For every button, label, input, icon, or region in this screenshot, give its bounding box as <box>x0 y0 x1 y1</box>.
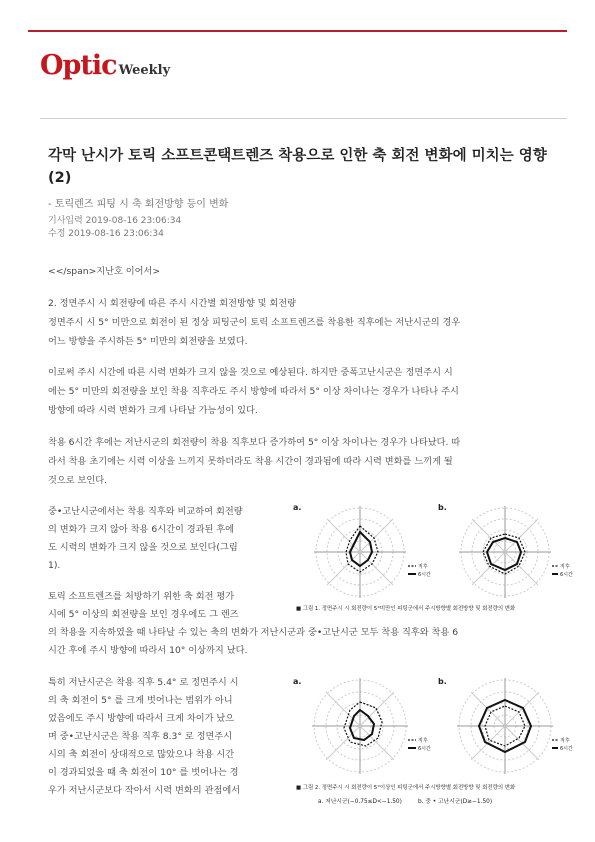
legend-label: 직후 <box>418 564 428 570</box>
figure-2-sub-a: a. 저난시군(−0.75≤D<−1.50) <box>318 799 402 805</box>
figure-1-caption: ■ 그림 1. 정면주시 시 회전량이 5°미만인 피팅군에서 주시방향별 회전방향 및 회전량의 변화 <box>296 606 516 612</box>
paragraph-line: 토릭 소프트렌즈를 처방하기 위한 축 회전 평가 <box>48 591 235 602</box>
paragraph-line: 며 중•고난시군은 착용 직후 8.3° 로 정면주시 <box>48 731 233 742</box>
paragraph-line: 착용 6시간 후에는 저난시군의 회전량이 착용 직후보다 증가하여 5° 이상 차이나는 경우가 나타났다. 따 <box>48 437 461 448</box>
legend-label: 직후 <box>560 738 570 744</box>
radar-chart-b-legend <box>552 740 558 748</box>
section-heading: 2. 정면주시 시 회전량에 따른 주시 시간별 회전방향 및 회전량 <box>48 298 297 309</box>
continuation-note: <</span>지난호 이어서> <box>48 266 161 277</box>
paragraph-line: 에는 5° 미만의 회전량을 보인 착용 직후라도 주시 방향에 따라서 5° 이상 차이나는 경우가 나타나 주시 <box>48 386 459 397</box>
paragraph-line: 어느 방향을 주시하든 5° 미만의 회전량을 보였다. <box>48 336 248 347</box>
figure-1-panel-b-letter: b. <box>438 503 447 512</box>
figure-1-panel-a-letter: a. <box>293 503 302 512</box>
radar-chart-b <box>457 678 553 774</box>
figure-1 <box>290 500 572 604</box>
paragraph-line: 도 시력의 변화가 크지 않을 것으로 보인다(그림 <box>48 542 238 553</box>
figure-2-panel-a-letter: a. <box>293 677 302 686</box>
legend-label: 6시간 <box>560 572 573 578</box>
top-accent-bar <box>28 30 567 32</box>
paragraph-line: 것으로 보인다. <box>48 475 108 486</box>
paragraph-line: 라서 착용 초기에는 시력 이상을 느끼지 못하더라도 착용 시간이 경과됨에 따라 시력 변화를 느끼게 될 <box>48 456 453 467</box>
site-logo[interactable] <box>40 50 170 80</box>
published-date: 기사입력 2019-08-16 23:06:34 <box>48 216 182 226</box>
paragraph-line: 시의 축 회전이 상대적으로 많았으나 착용 시간 <box>48 749 235 760</box>
radar-chart-b <box>459 506 551 598</box>
legend-label: 6시간 <box>418 572 431 578</box>
article-title: 각막 난시가 토릭 소프트콘택트렌즈 착용으로 인한 축 회전 변화에 미치는 영향(2) <box>48 148 547 186</box>
figure-2 <box>290 674 572 782</box>
paragraph-line: 시간 후에 주시 방향에 따라서 10° 이상까지 났다. <box>48 645 248 656</box>
logo-optic-text: Optic <box>40 50 117 81</box>
figure-1-radar-charts <box>290 500 572 604</box>
paragraph-line: 의 변화가 크지 않아 착용 6시간이 경과된 후에 <box>48 524 235 535</box>
paragraph-line: 우가 저난시군보다 작아서 시력 변화의 관점에서 <box>48 785 241 796</box>
radar-chart-b-legend <box>552 566 558 574</box>
modified-date: 수정 2019-08-16 23:06:34 <box>48 229 164 239</box>
radar-chart-a <box>314 506 406 598</box>
article-subtitle: - 토릭렌즈 피팅 시 축 회전방향 등이 변화 <box>48 199 229 210</box>
paragraph-line: 의 축 회전이 5° 를 크게 벗어나는 범위가 아니 <box>48 695 233 706</box>
figure-2-sub-b: b. 중 • 고난시군(D≥−1.50) <box>418 799 493 805</box>
figure-2-panel-b-letter: b. <box>438 677 447 686</box>
paragraph-line: 이로써 주시 시간에 따른 시력 변화가 크지 않을 것으로 예상된다. 하지만 중폭고난시군은 정면주시 시 <box>48 367 453 378</box>
legend-label: 6시간 <box>418 746 431 752</box>
legend-label: 직후 <box>560 564 570 570</box>
paragraph-line: 정면주시 시 5° 미만으로 회전이 된 정상 피팅군이 토릭 소프트렌즈를 착용한 직후에는 저난시군의 경우 <box>48 317 461 328</box>
figure-2-radar-charts <box>290 674 572 782</box>
paragraph-line: 의 착용을 지속하였을 때 나타날 수 있는 축의 변화가 저난시군과 중•고난시군 모두 착용 직후와 착용 6 <box>48 627 459 638</box>
paragraph-line: 이 경과되었을 때 축 회전이 10° 를 벗어나는 경 <box>48 767 239 778</box>
radar-chart-a-legend <box>408 740 416 748</box>
paragraph-line: 방향에 따라 시력 변화가 크게 나타날 가능성이 있다. <box>48 405 258 416</box>
paragraph-line: 었음에도 주시 방향에 따라서 크게 차이가 났으 <box>48 713 235 724</box>
figure-2-caption: ■ 그림 2. 정면주시 시 회전량이 5°이상인 피팅군에서 주시방향별 회전방향 및 회전량의 변화 <box>296 785 516 791</box>
logo-weekly-text: Weekly <box>118 63 171 78</box>
paragraph-line: 시에 5° 이상의 회전량을 보인 경우에도 그 렌즈 <box>48 609 239 620</box>
radar-chart-a <box>312 678 408 774</box>
radar-chart-a-legend <box>408 566 416 574</box>
paragraph-line: 1). <box>48 560 61 571</box>
paragraph-line: 중•고난시군에서는 착용 직후와 비교하여 회전량 <box>48 506 243 517</box>
legend-label: 6시간 <box>560 746 573 752</box>
header-divider <box>40 118 567 119</box>
paragraph-line: 특히 저난시군은 착용 직후 5.4° 로 정면주시 시 <box>48 677 239 688</box>
legend-label: 직후 <box>418 738 428 744</box>
